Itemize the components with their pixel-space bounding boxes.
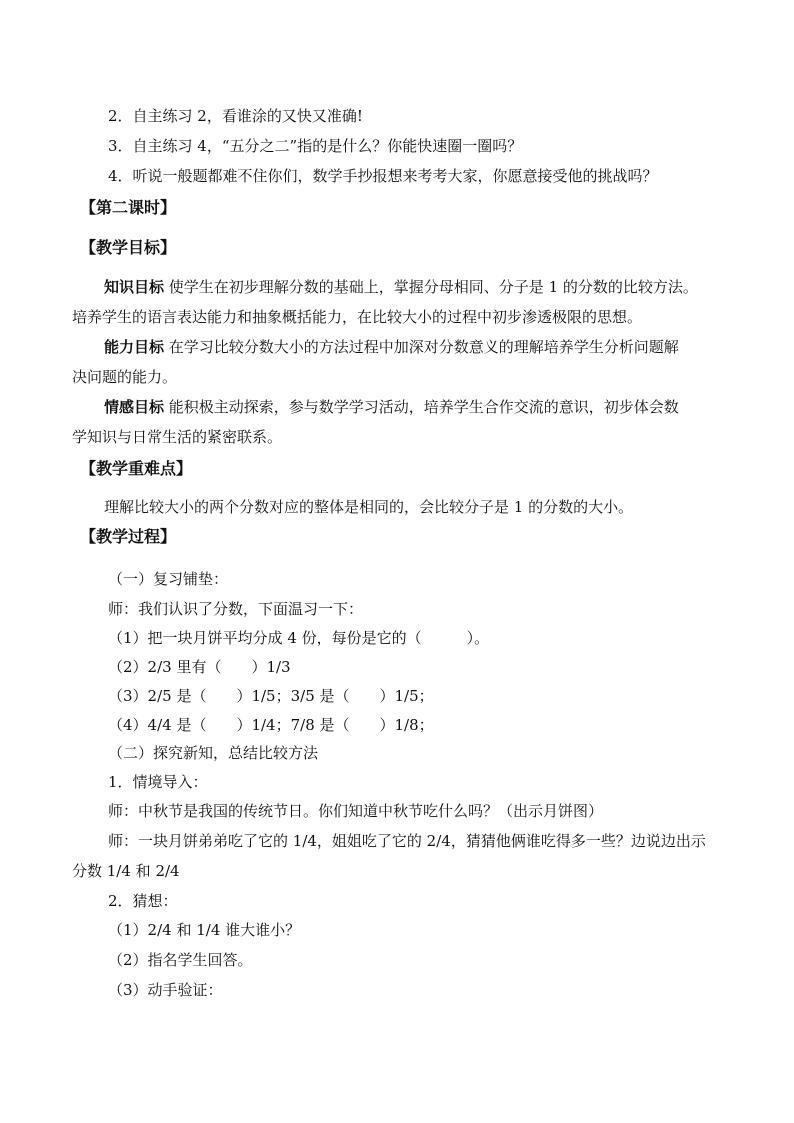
review-title: （一）复习铺垫： bbox=[108, 570, 229, 588]
teacher-intro: 师：我们认识了分数，下面温习一下： bbox=[108, 600, 364, 618]
ability-goal-text: 在学习比较分数大小的方法过程中加深对分数意义的理解培养学生分析问题解 bbox=[168, 338, 679, 356]
knowledge-goal-line-1 bbox=[104, 277, 698, 297]
emotion-goal-line-1 bbox=[104, 397, 679, 417]
knowledge-goal-line-2: 培养学生的语言表达能力和抽象概括能力，在比较大小的过程中初步渗透极限的思想。 bbox=[72, 308, 643, 326]
practice-item-4: 4．听说一般题都难不住你们，数学手抄报想来考考大家，你愿意接受他的挑战吗？ bbox=[108, 167, 658, 185]
ability-goal-line-2: 决问题的能力。 bbox=[72, 368, 178, 386]
teacher-question-1: 师：中秋节是我国的传统节日。你们知道中秋节吃什么吗？（出示月饼图） bbox=[108, 802, 604, 820]
review-question-3: （3）2/5 是（ ）1/5；3/5 是（ ）1/5； bbox=[108, 687, 434, 705]
section-key-points: 【教学重难点】 bbox=[80, 459, 193, 478]
explore-title: （二）探究新知，总结比较方法 bbox=[108, 744, 319, 762]
teacher-question-2-line-2: 分数 1/4 和 2/4 bbox=[72, 862, 180, 880]
review-question-2: （2）2/3 里有（ ）1/3 bbox=[108, 658, 291, 676]
section-teaching-process: 【教学过程】 bbox=[80, 527, 177, 546]
ability-goal-line-1 bbox=[104, 337, 679, 357]
practice-item-2: 2．自主练习 2，看谁涂的又快又准确! bbox=[108, 107, 363, 125]
practice-item-3: 3．自主练习 4，“五分之二”指的是什么？你能快速圈一圈吗？ bbox=[108, 137, 523, 155]
key-points-text: 理解比较大小的两个分数对应的整体是相同的，会比较分子是 1 的分数的大小。 bbox=[104, 498, 634, 516]
guess-item-1: （1）2/4 和 1/4 谁大谁小？ bbox=[108, 921, 301, 939]
teacher-question-2-line-1: 师：一块月饼弟弟吃了它的 1/4，姐姐吃了它的 2/4，猜猜他俩谁吃得多一些？边说边出示 bbox=[108, 832, 706, 850]
section-teaching-goals: 【教学目标】 bbox=[80, 238, 177, 257]
ability-goal-label: 能力目标 bbox=[104, 338, 165, 356]
emotion-goal-line-2: 学知识与日常生活的紧密联系。 bbox=[72, 428, 283, 446]
knowledge-goal-label: 知识目标 bbox=[104, 278, 165, 296]
review-question-1: （1）把一块月饼平均分成 4 份，每份是它的（ ）。 bbox=[108, 629, 490, 647]
guess-item-2: （2）指名学生回答。 bbox=[108, 951, 253, 969]
knowledge-goal-text: 使学生在初步理解分数的基础上，掌握分母相同、分子是 1 的分数的比较方法。 bbox=[168, 278, 698, 296]
emotion-goal-text: 能积极主动探索，参与数学学习活动，培养学生合作交流的意识，初步体会数 bbox=[168, 398, 679, 416]
section-lesson-2: 【第二课时】 bbox=[80, 198, 177, 217]
step-1-title: 1．情境导入： bbox=[108, 773, 208, 791]
step-2-title: 2．猜想： bbox=[108, 892, 178, 910]
review-question-4: （4）4/4 是（ ）1/4；7/8 是（ ）1/8； bbox=[108, 716, 434, 734]
emotion-goal-label: 情感目标 bbox=[104, 398, 165, 416]
guess-item-3: （3）动手验证： bbox=[108, 981, 223, 999]
